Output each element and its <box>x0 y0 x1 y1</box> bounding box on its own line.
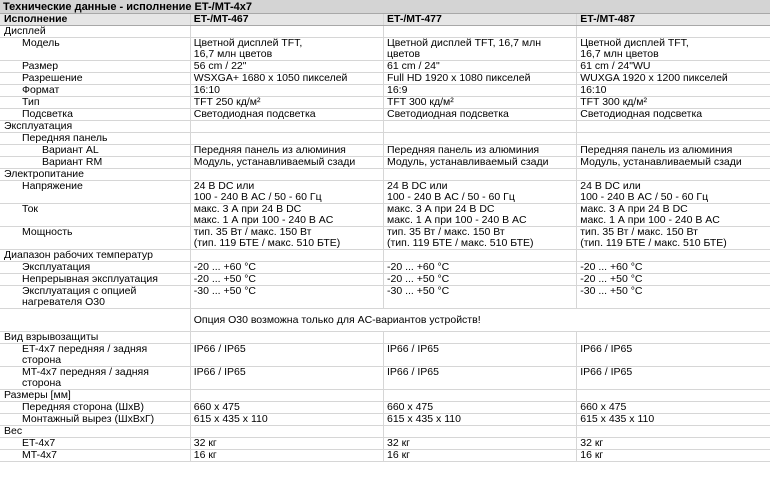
row-value <box>577 133 770 145</box>
row-value <box>383 133 576 145</box>
document-title: Технические данные - исполнение ET-/MT-4x7 <box>0 0 770 14</box>
table-row <box>0 250 770 262</box>
row-value: 615 x 435 x 110 <box>383 414 576 426</box>
row-value: 660 x 475 <box>577 402 770 414</box>
table-row <box>0 332 770 344</box>
row-value: 615 x 435 x 110 <box>577 414 770 426</box>
row-value: -30 ... +50 °C <box>577 286 770 309</box>
row-value: Передняя панель из алюминия <box>383 145 576 157</box>
row-value: Передняя панель из алюминия <box>190 145 383 157</box>
row-label: Эксплуатация <box>0 121 190 133</box>
row-label: Ток <box>0 204 190 227</box>
table-row <box>0 169 770 181</box>
row-value: IP66 / IP65 <box>190 344 383 367</box>
row-value: -20 ... +50 °C <box>577 274 770 286</box>
row-label: Дисплей <box>0 26 190 38</box>
row-label: Непрерывная эксплуатация <box>0 274 190 286</box>
table-row <box>0 367 770 390</box>
row-label: Тип <box>0 97 190 109</box>
row-value: Цветной дисплей TFT, 16,7 млн цветов <box>577 38 770 61</box>
row-value: -30 ... +50 °C <box>190 286 383 309</box>
row-value: Цветной дисплей TFT, 16,7 млн цветов <box>383 38 576 61</box>
row-value <box>577 121 770 133</box>
table-row <box>0 157 770 169</box>
row-label: Размер <box>0 61 190 73</box>
row-value <box>577 26 770 38</box>
row-value: -20 ... +60 °C <box>383 262 576 274</box>
row-value: 16 кг <box>577 450 770 462</box>
row-value <box>383 332 576 344</box>
row-value: тип. 35 Вт / макс. 150 Вт (тип. 119 БТЕ / макс. 510 БТЕ) <box>383 227 576 250</box>
row-value <box>383 121 576 133</box>
row-value: -20 ... +50 °C <box>383 274 576 286</box>
table-row <box>0 38 770 61</box>
row-value: 16:10 <box>577 85 770 97</box>
row-label: Разрешение <box>0 73 190 85</box>
header-label: Исполнение <box>0 14 190 26</box>
table-row <box>0 402 770 414</box>
row-value: IP66 / IP65 <box>383 344 576 367</box>
row-value: TFT 300 кд/м² <box>577 97 770 109</box>
row-value <box>577 250 770 262</box>
spec-table-body <box>0 14 770 462</box>
row-value: 24 В DC или 100 - 240 В AC / 50 - 60 Гц <box>383 181 576 204</box>
table-row <box>0 227 770 250</box>
row-label: Передняя сторона (ШхВ) <box>0 402 190 414</box>
row-value <box>577 332 770 344</box>
table-row <box>0 133 770 145</box>
table-row <box>0 121 770 133</box>
row-value <box>577 426 770 438</box>
row-label: Вид взрывозащиты <box>0 332 190 344</box>
table-row <box>0 438 770 450</box>
table-row <box>0 85 770 97</box>
table-row <box>0 274 770 286</box>
row-value: -20 ... +50 °C <box>190 274 383 286</box>
row-label: Модель <box>0 38 190 61</box>
row-value <box>383 169 576 181</box>
table-row <box>0 204 770 227</box>
table-row <box>0 390 770 402</box>
row-label: Эксплуатация <box>0 262 190 274</box>
row-value: 16:10 <box>190 85 383 97</box>
row-value <box>577 169 770 181</box>
row-value: 61 cm / 24" <box>383 61 576 73</box>
table-header-row <box>0 14 770 26</box>
row-value: 32 кг <box>383 438 576 450</box>
row-label: Мощность <box>0 227 190 250</box>
row-label: Размеры [мм] <box>0 390 190 402</box>
row-value <box>190 332 383 344</box>
table-row <box>0 262 770 274</box>
row-value: 16:9 <box>383 85 576 97</box>
row-value <box>383 250 576 262</box>
row-label: Формат <box>0 85 190 97</box>
row-value <box>190 26 383 38</box>
row-value <box>190 169 383 181</box>
row-value: Светодиодная подсветка <box>190 109 383 121</box>
table-row <box>0 426 770 438</box>
row-label: Передняя панель <box>0 133 190 145</box>
row-label: Подсветка <box>0 109 190 121</box>
row-value: 24 В DC или 100 - 240 В AC / 50 - 60 Гц <box>577 181 770 204</box>
row-value: тип. 35 Вт / макс. 150 Вт (тип. 119 БТЕ / макс. 510 БТЕ) <box>577 227 770 250</box>
row-label: ET-4x7 <box>0 438 190 450</box>
row-value: тип. 35 Вт / макс. 150 Вт (тип. 119 БТЕ / макс. 510 БТЕ) <box>190 227 383 250</box>
row-value <box>383 390 576 402</box>
table-row <box>0 97 770 109</box>
row-value: -20 ... +60 °C <box>577 262 770 274</box>
row-value: Цветной дисплей TFT, 16,7 млн цветов <box>190 38 383 61</box>
table-row <box>0 61 770 73</box>
row-label: ET-4x7 передняя / задняя сторона <box>0 344 190 367</box>
row-value: TFT 250 кд/м² <box>190 97 383 109</box>
note-text: Опция O30 возможна только для AC-вариантов устройств! <box>190 309 770 332</box>
row-value <box>190 426 383 438</box>
table-row <box>0 109 770 121</box>
row-value: макс. 3 А при 24 В DC макс. 1 А при 100 - 240 В AC <box>383 204 576 227</box>
row-value: 660 x 475 <box>190 402 383 414</box>
row-value: 16 кг <box>190 450 383 462</box>
row-value: Full HD 1920 x 1080 пикселей <box>383 73 576 85</box>
row-value: Модуль, устанавливаемый сзади <box>577 157 770 169</box>
row-label: Монтажный вырез (ШхВхГ) <box>0 414 190 426</box>
row-value <box>190 390 383 402</box>
row-value: -30 ... +50 °C <box>383 286 576 309</box>
row-value <box>383 426 576 438</box>
note-spacer <box>0 309 190 332</box>
row-value: Передняя панель из алюминия <box>577 145 770 157</box>
row-value: 56 cm / 22" <box>190 61 383 73</box>
row-label: Электропитание <box>0 169 190 181</box>
row-value: 32 кг <box>577 438 770 450</box>
row-value <box>190 121 383 133</box>
row-label: Диапазон рабочих температур <box>0 250 190 262</box>
row-value: WSXGA+ 1680 x 1050 пикселей <box>190 73 383 85</box>
row-value: 24 В DC или 100 - 240 В AC / 50 - 60 Гц <box>190 181 383 204</box>
table-row <box>0 181 770 204</box>
row-value: 615 x 435 x 110 <box>190 414 383 426</box>
row-label: MT-4x7 передняя / задняя сторона <box>0 367 190 390</box>
table-row <box>0 286 770 309</box>
row-value: 32 кг <box>190 438 383 450</box>
row-value: макс. 3 А при 24 В DC макс. 1 А при 100 - 240 В AC <box>577 204 770 227</box>
row-value: 61 cm / 24"WU <box>577 61 770 73</box>
row-value: IP66 / IP65 <box>190 367 383 390</box>
row-label: Эксплуатация с опцией нагревателя O30 <box>0 286 190 309</box>
row-value: IP66 / IP65 <box>577 367 770 390</box>
row-label: Вариант RM <box>0 157 190 169</box>
row-value: макс. 3 А при 24 В DC макс. 1 А при 100 - 240 В AC <box>190 204 383 227</box>
table-row <box>0 414 770 426</box>
table-row <box>0 145 770 157</box>
row-value <box>190 133 383 145</box>
row-value <box>190 250 383 262</box>
table-row <box>0 344 770 367</box>
row-value: 16 кг <box>383 450 576 462</box>
row-value <box>577 390 770 402</box>
row-value: TFT 300 кд/м² <box>383 97 576 109</box>
row-label: Вес <box>0 426 190 438</box>
row-value: -20 ... +60 °C <box>190 262 383 274</box>
row-value: WUXGA 1920 x 1200 пикселей <box>577 73 770 85</box>
table-row <box>0 26 770 38</box>
row-label: MT-4x7 <box>0 450 190 462</box>
header-model: ET-/MT-477 <box>383 14 576 26</box>
row-value: Модуль, устанавливаемый сзади <box>383 157 576 169</box>
row-value <box>383 26 576 38</box>
row-value: IP66 / IP65 <box>383 367 576 390</box>
header-model: ET-/MT-487 <box>577 14 770 26</box>
row-value: Светодиодная подсветка <box>383 109 576 121</box>
header-model: ET-/MT-467 <box>190 14 383 26</box>
row-value: IP66 / IP65 <box>577 344 770 367</box>
row-value: 660 x 475 <box>383 402 576 414</box>
table-row <box>0 450 770 462</box>
row-value: Модуль, устанавливаемый сзади <box>190 157 383 169</box>
spec-table <box>0 14 770 462</box>
row-label: Напряжение <box>0 181 190 204</box>
note-row <box>0 309 770 332</box>
row-value: Светодиодная подсветка <box>577 109 770 121</box>
table-row <box>0 73 770 85</box>
row-label: Вариант AL <box>0 145 190 157</box>
